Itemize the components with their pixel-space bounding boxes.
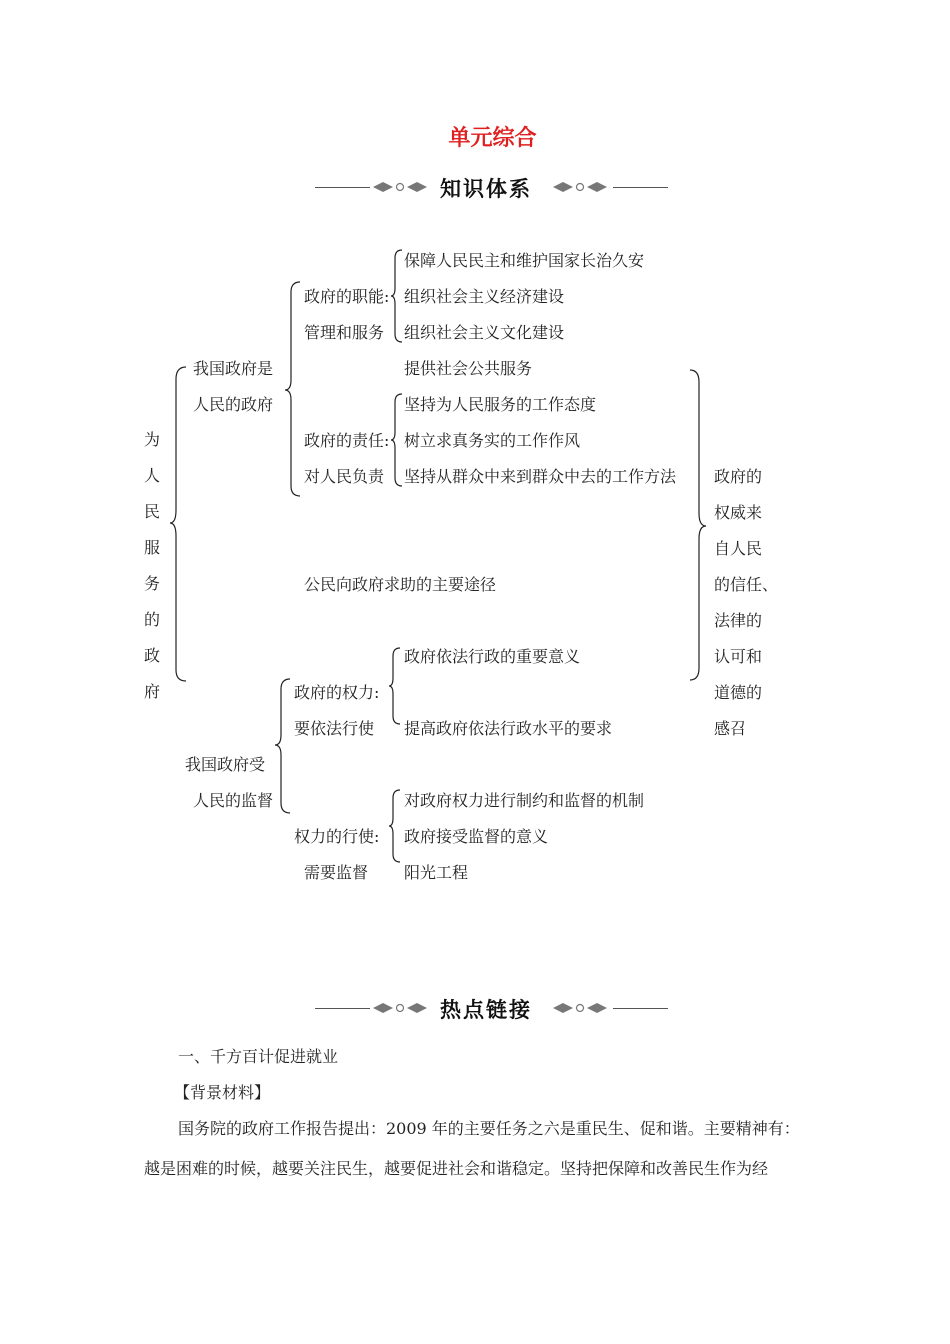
duty-item-1: 坚持为人民服务的工作态度 [404, 395, 597, 414]
exercise-item-3: 阳光工程 [404, 863, 469, 882]
branch1-brace [284, 280, 302, 500]
branch1-label-line2: 人民的政府 [193, 395, 274, 414]
duty-label-line1: 政府的责任: [304, 431, 390, 450]
right-note-line5: 法律的 [714, 611, 763, 630]
paragraph-line1: 国务院的政府工作报告提出：2009 年的主要任务之六是重民生、促和谐。主要精神有： [178, 1119, 800, 1138]
divider-line [613, 1008, 668, 1009]
ornament-left-icon [371, 999, 431, 1017]
right-note-line2: 权威来 [714, 503, 763, 522]
power-brace [388, 646, 402, 726]
exercise-item-2: 政府接受监督的意义 [404, 827, 549, 846]
functions-item-3: 组织社会主义文化建设 [404, 323, 565, 342]
right-note-line3: 自人民 [714, 539, 763, 558]
exercise-label-line2: 需要监督 [304, 863, 369, 882]
branch2-label-line2: 人民的监督 [193, 791, 274, 810]
branch2-brace [274, 677, 292, 817]
section-header-hotspot [315, 994, 670, 1024]
ornament-right-icon [551, 999, 611, 1017]
divider-line [315, 1008, 370, 1009]
right-note-line1: 政府的 [714, 467, 763, 486]
right-note-line8: 感召 [714, 719, 747, 738]
divider-line [315, 187, 370, 188]
duty-item-2: 树立求真务实的工作作风 [404, 431, 581, 450]
power-label-line2: 要依法行使 [294, 719, 375, 738]
exercise-label-line1: 权力的行使: [294, 827, 380, 846]
functions-label-line1: 政府的职能: [304, 287, 390, 306]
hot-heading: 一、千方百计促进就业 [178, 1047, 339, 1066]
branch2-label-line1: 我国政府受 [185, 755, 266, 774]
functions-brace [390, 248, 404, 344]
section-header-knowledge [315, 173, 670, 203]
section-title-knowledge: 知识体系 [440, 177, 532, 201]
background-label: 【背景材料】 [174, 1083, 271, 1102]
functions-item-2: 组织社会主义经济建设 [404, 287, 565, 306]
duty-brace [390, 392, 404, 488]
duty-label-line2: 对人民负责 [304, 467, 385, 486]
right-note-line4: 的信任、 [714, 575, 779, 594]
power-item-1: 政府依法行政的重要意义 [404, 647, 581, 666]
functions-item-4: 提供社会公共服务 [404, 359, 533, 378]
right-note-line6: 认可和 [714, 647, 763, 666]
section-title-hotspot: 热点链接 [440, 998, 532, 1022]
divider-line [613, 187, 668, 188]
page-title: 单元综合 [448, 126, 537, 151]
ornament-right-icon [551, 178, 611, 196]
functions-item-1: 保障人民民主和维护国家长治久安 [404, 251, 645, 270]
exercise-item-1: 对政府权力进行制约和监督的机制 [404, 791, 645, 810]
ornament-left-icon [371, 178, 431, 196]
exercise-brace [388, 788, 402, 864]
help-channels: 公民向政府求助的主要途径 [304, 575, 497, 594]
paragraph-line2: 越是困难的时候，越要关注民生，越要促进社会和谐稳定。坚持把保障和改善民生作为经 [144, 1159, 769, 1178]
functions-label-line2: 管理和服务 [304, 323, 385, 342]
power-item-2: 提高政府依法行政水平的要求 [404, 719, 613, 738]
power-label-line1: 政府的权力: [294, 683, 380, 702]
branch1-label-line1: 我国政府是 [193, 359, 274, 378]
right-note-line7: 道德的 [714, 683, 763, 702]
duty-item-3: 坚持从群众中来到群众中去的工作方法 [404, 467, 677, 486]
right-brace [688, 368, 710, 684]
root-brace [168, 365, 188, 685]
root-label: 为 人 民 服 务 的 政 府 [143, 430, 160, 701]
